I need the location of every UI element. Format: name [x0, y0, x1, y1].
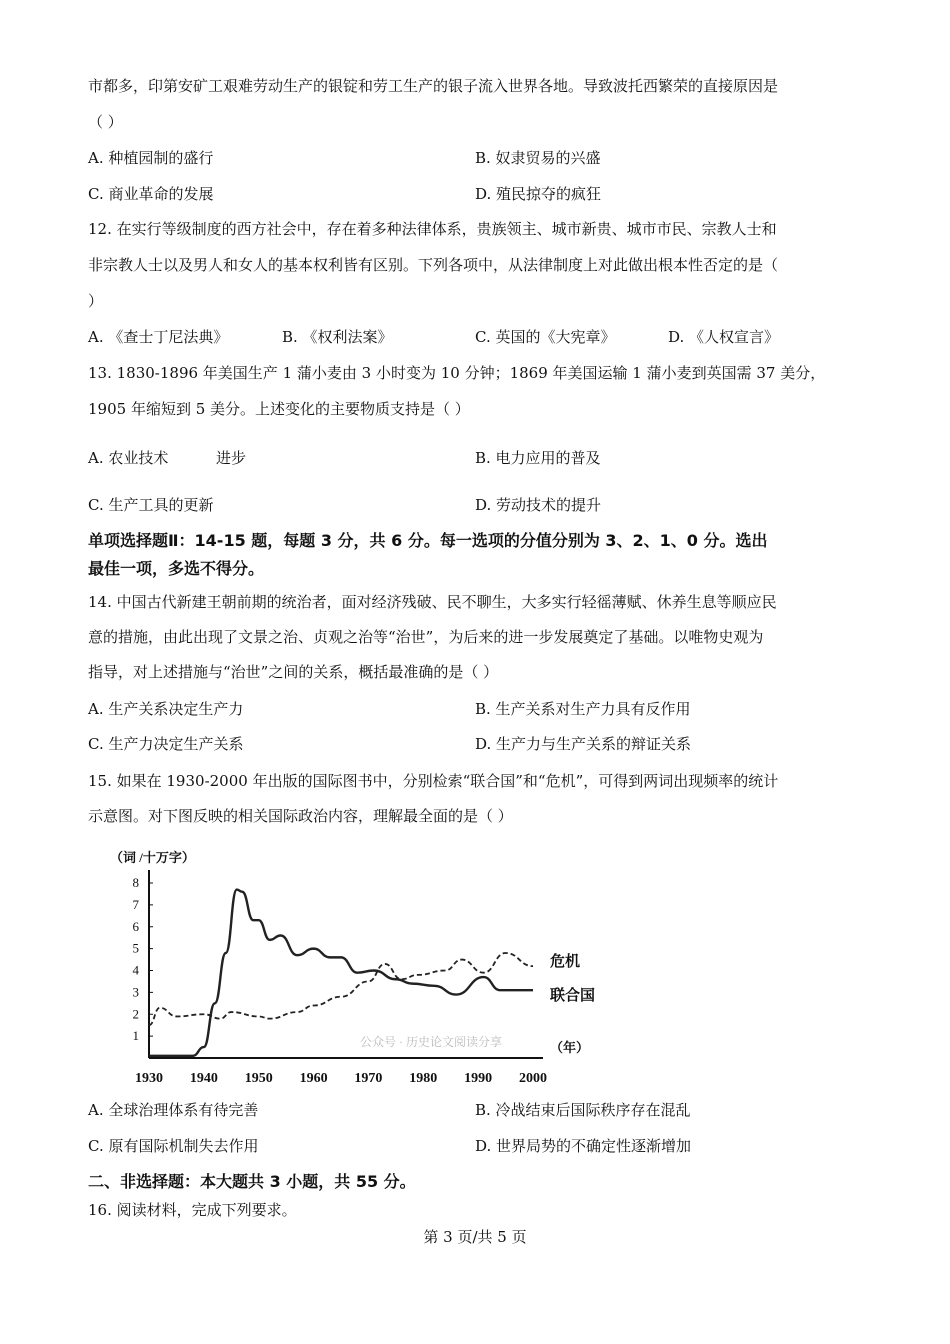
section-heading-line2: 最佳一项，多选不得分。: [88, 559, 265, 578]
page-footer: 第 3 页/共 5 页: [423, 1228, 527, 1246]
part2-heading: 二、非选择题：本大题共 3 小题，共 55 分。: [88, 1172, 416, 1191]
series-line-un: [149, 890, 533, 1056]
q12-option-b: B. 《权利法案》: [282, 328, 393, 346]
q13-option-b: B. 电力应用的普及: [475, 449, 601, 467]
q13-stem-line2: 1905 年缩短到 5 美分。上述变化的主要物质支持是（ ）: [88, 400, 470, 418]
q15-option-a: A. 全球治理体系有待完善: [88, 1101, 259, 1119]
q12-option-d: D. 《人权宣言》: [668, 328, 780, 346]
q15-option-d: D. 世界局势的不确定性逐渐增加: [475, 1137, 692, 1155]
x-tick-label: 1990: [464, 1071, 493, 1086]
y-tick-label: 6: [132, 918, 139, 934]
q14-stem-line1: 14. 中国古代新建王朝前期的统治者，面对经济残破、民不聊生，大多实行轻徭薄赋、休养生息等顺应民: [88, 593, 777, 611]
x-tick-label: 1980: [409, 1071, 438, 1086]
q15-stem-line2: 示意图。对下图反映的相关国际政治内容，理解最全面的是（ ）: [88, 807, 513, 825]
frequency-line-chart: [110, 840, 620, 1090]
q15-option-b: B. 冷战结束后国际秩序存在混乱: [475, 1101, 691, 1119]
q12-stem-line1: 12. 在实行等级制度的西方社会中，存在着多种法律体系，贵族领主、城市新贵、城市市民、宗教人士和: [88, 220, 777, 238]
q13-option-c: C. 生产工具的更新: [88, 496, 214, 514]
y-axis-label: （词 /十万字）: [110, 850, 195, 865]
y-tick-label: 1: [132, 1028, 139, 1044]
x-tick-label: 1950: [244, 1071, 273, 1086]
y-tick-label: 2: [132, 1006, 139, 1022]
legend-crisis: 危机: [550, 954, 581, 970]
q14-option-a: A. 生产关系决定生产力: [88, 700, 244, 718]
q14-option-d: D. 生产力与生产关系的辩证关系: [475, 735, 692, 753]
q14-stem-line2: 意的措施，由此出现了文景之治、贞观之治等“治世”，为后来的进一步发展奠定了基础。以唯物史观为: [88, 628, 764, 646]
y-tick-label: 3: [132, 984, 139, 1000]
q12-stem-line2: 非宗教人士以及男人和女人的基本权利皆有区别。下列各项中，从法律制度上对此做出根本性否定的是（: [88, 256, 779, 274]
y-tick-label: 7: [132, 896, 139, 912]
q13-option-a: A. 农业技术 进步: [88, 449, 247, 467]
q12-option-c: C. 英国的《大宪章》: [475, 328, 616, 346]
q11-option-a: A. 种植园制的盛行: [88, 149, 214, 167]
q14-stem-line3: 指导，对上述措施与“治世”之间的关系，概括最准确的是（ ）: [88, 663, 499, 681]
y-tick-label: 5: [132, 940, 139, 956]
q13-stem-line1: 13. 1830-1896 年美国生产 1 蒲小麦由 3 小时变为 10 分钟；1869 年美国运输 1 蒲小麦到英国需 37 美分，: [88, 364, 826, 382]
series-line-crisis: [149, 953, 533, 1025]
section-heading-line1: 单项选择题Ⅱ：14-15 题，每题 3 分，共 6 分。每一选项的分值分别为 3、2、1、0 分。选出: [88, 531, 768, 550]
watermark: 公众号 · 历史论文阅读分享: [360, 1035, 502, 1049]
x-tick-label: 1970: [354, 1071, 383, 1086]
x-tick-label: 1940: [189, 1071, 218, 1086]
x-tick-label: 1930: [135, 1071, 163, 1086]
y-tick-label: 4: [132, 962, 139, 978]
legend-un: 联合国: [550, 988, 596, 1004]
q11-answer-paren: （ ）: [88, 113, 123, 131]
x-tick-label: 1960: [299, 1071, 328, 1086]
x-tick-label: 2000: [519, 1071, 547, 1086]
q11-stem: 市都多，印第安矿工艰难劳动生产的银锭和劳工生产的银子流入世界各地。导致波托西繁荣的直接原因是: [88, 77, 779, 95]
q12-stem-line3: ）: [88, 292, 104, 310]
q11-option-b: B. 奴隶贸易的兴盛: [475, 149, 601, 167]
q13-option-d: D. 劳动技术的提升: [475, 496, 602, 514]
q15-stem-line1: 15. 如果在 1930-2000 年出版的国际图书中，分别检索“联合国”和“危机”，可得到两词出现频率的统计: [88, 772, 779, 790]
q11-option-c: C. 商业革命的发展: [88, 185, 214, 203]
q12-option-a: A. 《查士丁尼法典》: [88, 328, 229, 346]
q16-stem: 16. 阅读材料，完成下列要求。: [88, 1201, 297, 1219]
q11-option-d: D. 殖民掠夺的疯狂: [475, 185, 602, 203]
q15-option-c: C. 原有国际机制失去作用: [88, 1137, 259, 1155]
q14-option-b: B. 生产关系对生产力具有反作用: [475, 700, 691, 718]
y-tick-label: 8: [132, 875, 139, 890]
q14-option-c: C. 生产力决定生产关系: [88, 735, 244, 753]
x-axis-label: （年）: [550, 1040, 590, 1055]
